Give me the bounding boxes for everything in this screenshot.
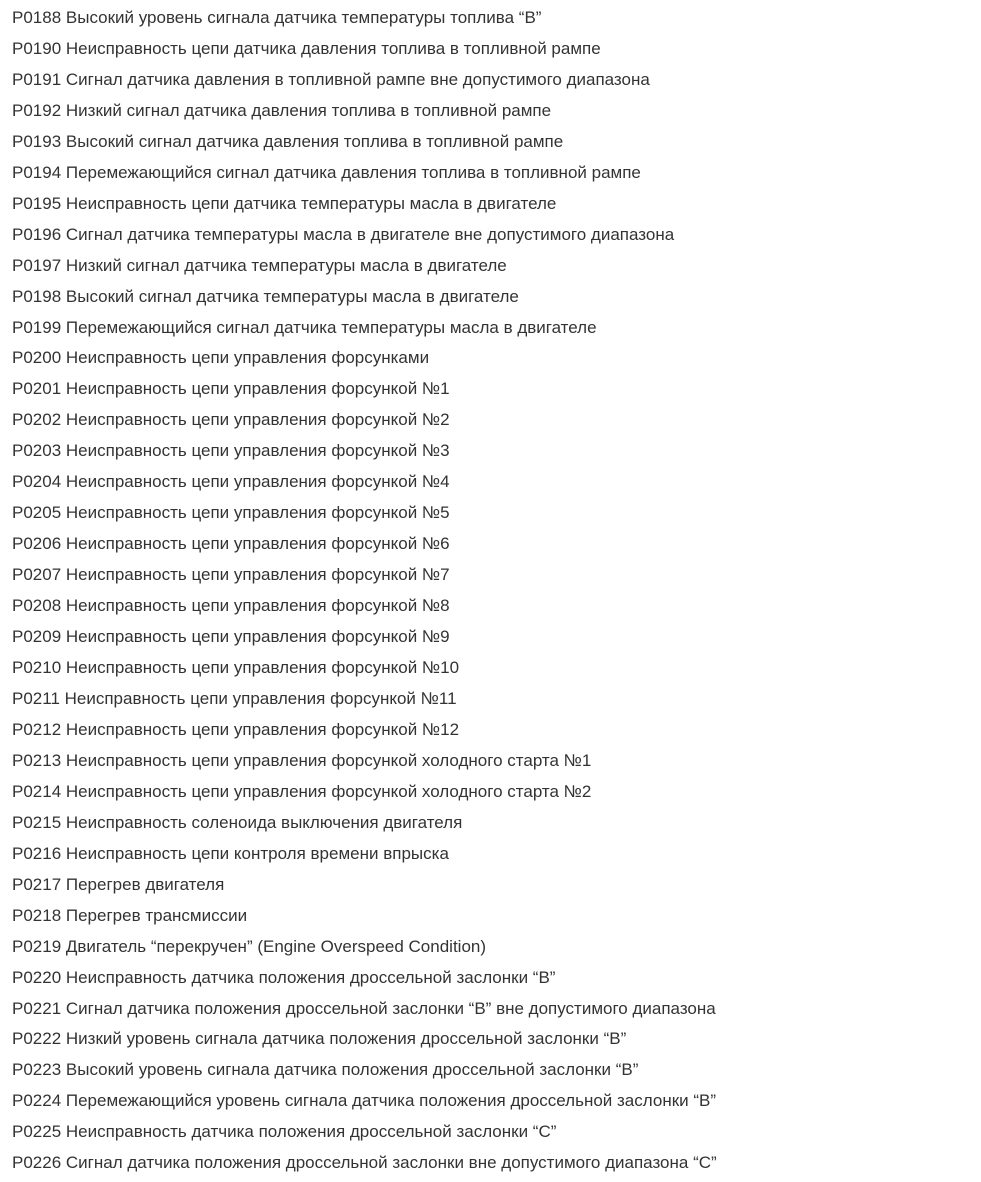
code-item-p0188: P0188 Высокий уровень сигнала датчика температуры топлива “В” [12, 8, 542, 27]
code-item-p0192: P0192 Низкий сигнал датчика давления топлива в топливной рампе [12, 100, 552, 120]
code-item-p0199: P0199 Перемежающийся сигнал датчика температуры масла в двигателе [12, 317, 597, 337]
code-item-p0200: P0200 Неисправность цепи управления форсунками [12, 348, 430, 368]
code-item-p0202: P0202 Неисправность цепи управления форсункой №2 [12, 410, 450, 430]
code-item-p0190: P0190 Неисправность цепи датчика давления топлива в топливной рампе [12, 38, 601, 58]
code-item-p0218: P0218 Перегрев трансмиссии [12, 905, 248, 925]
code-item-p0196: P0196 Сигнал датчика температуры масла в двигателе вне допустимого диапазона [12, 224, 675, 244]
code-item-p0219: P0219 Двигатель “перекручен” (Engine Overspeed Condition) [12, 936, 487, 956]
code-item-p0209: P0209 Неисправность цепи управления форсункой №9 [12, 627, 450, 647]
code-item-p0214: P0214 Неисправность цепи управления форсункой холодного старта №2 [12, 781, 592, 801]
code-item-p0224: P0224 Перемежающийся уровень сигнала датчика положения дроссельной заслонки “В” [12, 1091, 717, 1111]
code-item-p0205: P0205 Неисправность цепи управления форсункой №5 [12, 503, 450, 523]
code-item-p0222: P0222 Низкий уровень сигнала датчика положения дроссельной заслонки “В” [12, 1029, 627, 1049]
code-item-p0208: P0208 Неисправность цепи управления форсункой №8 [12, 596, 450, 616]
code-item-p0191: P0191 Сигнал датчика давления в топливной рампе вне допустимого диапазона [12, 69, 650, 89]
code-item-p0211: P0211 Неисправность цепи управления форсункой №11 [12, 688, 457, 708]
code-item-p0215: P0215 Неисправность соленоида выключения двигателя [12, 812, 463, 832]
code-item-p0220: P0220 Неисправность датчика положения дроссельной заслонки “В” [12, 967, 556, 987]
code-item-p0213: P0213 Неисправность цепи управления форсункой холодного старта №1 [12, 750, 592, 770]
code-item-p0197: P0197 Низкий сигнал датчика температуры масла в двигателе [12, 255, 507, 275]
code-item-p0204: P0204 Неисправность цепи управления форсункой №4 [12, 472, 450, 492]
code-item-p0221: P0221 Сигнал датчика положения дроссельной заслонки “В” вне допустимого диапазона [12, 998, 716, 1018]
code-item-p0216: P0216 Неисправность цепи контроля времени впрыска [12, 843, 449, 863]
code-item-p0210: P0210 Неисправность цепи управления форсункой №10 [12, 658, 460, 678]
code-item-p0207: P0207 Неисправность цепи управления форсункой №7 [12, 565, 450, 585]
error-code-list [12, 3, 717, 1179]
code-item-p0193: P0193 Высокий сигнал датчика давления топлива в топливной рампе [12, 131, 564, 151]
code-item-p0194: P0194 Перемежающийся сигнал датчика давления топлива в топливной рампе [12, 162, 641, 182]
code-item-p0217: P0217 Перегрев двигателя [12, 874, 225, 894]
code-item-p0203: P0203 Неисправность цепи управления форсункой №3 [12, 441, 450, 461]
code-item-p0212: P0212 Неисправность цепи управления форсункой №12 [12, 719, 460, 739]
code-item-p0223: P0223 Высокий уровень сигнала датчика положения дроссельной заслонки “В” [12, 1060, 639, 1080]
code-item-p0226: P0226 Сигнал датчика положения дроссельной заслонки вне допустимого диапазона “С” [12, 1153, 717, 1173]
code-item-p0201: P0201 Неисправность цепи управления форсункой №1 [12, 379, 450, 399]
code-item-p0225: P0225 Неисправность датчика положения дроссельной заслонки “С” [12, 1122, 557, 1142]
code-item-p0198: P0198 Высокий сигнал датчика температуры масла в двигателе [12, 286, 519, 306]
code-item-p0206: P0206 Неисправность цепи управления форсункой №6 [12, 534, 450, 554]
code-item-p0195: P0195 Неисправность цепи датчика температуры масла в двигателе [12, 193, 557, 213]
